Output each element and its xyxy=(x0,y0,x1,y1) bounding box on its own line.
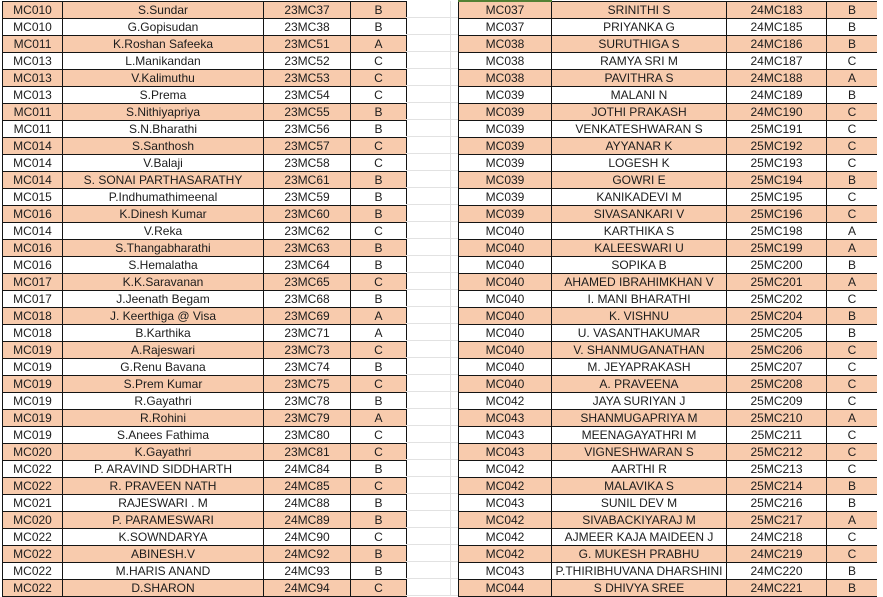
student-name-cell[interactable]: K. VISHNU xyxy=(552,308,727,325)
grade-cell[interactable]: B xyxy=(351,563,407,580)
grade-cell[interactable]: B xyxy=(351,495,407,512)
course-code-cell[interactable]: MC040 xyxy=(459,240,552,257)
course-code-cell[interactable]: MC014 xyxy=(3,172,63,189)
student-name-cell[interactable]: K.Gayathri xyxy=(63,444,264,461)
student-name-cell[interactable]: RAJESWARI . M xyxy=(63,495,264,512)
course-code-cell[interactable]: MC010 xyxy=(3,19,63,36)
register-number-cell[interactable]: 23MC64 xyxy=(264,257,351,274)
course-code-cell[interactable]: MC042 xyxy=(459,512,552,529)
grade-cell[interactable]: B xyxy=(827,87,878,104)
course-code-cell[interactable]: MC037 xyxy=(459,2,552,19)
course-code-cell[interactable]: MC042 xyxy=(459,393,552,410)
student-name-cell[interactable]: P.Indhumathimeenal xyxy=(63,189,264,206)
student-name-cell[interactable]: RAMYA SRI M xyxy=(552,53,727,70)
student-name-cell[interactable]: K.Dinesh Kumar xyxy=(63,206,264,223)
student-name-cell[interactable]: I. MANI BHARATHI xyxy=(552,291,727,308)
register-number-cell[interactable]: 24MC90 xyxy=(264,529,351,546)
grade-cell[interactable]: B xyxy=(351,2,407,19)
register-number-cell[interactable]: 23MC38 xyxy=(264,19,351,36)
register-number-cell[interactable]: 24MC219 xyxy=(727,546,827,563)
student-name-cell[interactable]: MALAVIKA S xyxy=(552,478,727,495)
grade-cell[interactable]: B xyxy=(351,512,407,529)
grade-cell[interactable]: B xyxy=(827,36,878,53)
register-number-cell[interactable]: 25MC201 xyxy=(727,274,827,291)
course-code-cell[interactable]: MC022 xyxy=(3,580,63,597)
course-code-cell[interactable]: MC044 xyxy=(459,580,552,597)
course-code-cell[interactable]: MC016 xyxy=(3,257,63,274)
register-number-cell[interactable]: 25MC217 xyxy=(727,512,827,529)
grade-cell[interactable]: B xyxy=(351,461,407,478)
student-name-cell[interactable]: KALEESWARI U xyxy=(552,240,727,257)
register-number-cell[interactable]: 23MC56 xyxy=(264,121,351,138)
student-name-cell[interactable]: S.Prema xyxy=(63,87,264,104)
register-number-cell[interactable]: 23MC71 xyxy=(264,325,351,342)
empty-gutter-column[interactable] xyxy=(406,1,458,596)
grade-cell[interactable]: A xyxy=(827,512,878,529)
course-code-cell[interactable]: MC043 xyxy=(459,427,552,444)
register-number-cell[interactable]: 24MC185 xyxy=(727,19,827,36)
register-number-cell[interactable]: 23MC53 xyxy=(264,70,351,87)
course-code-cell[interactable]: MC013 xyxy=(3,70,63,87)
student-name-cell[interactable]: S.Anees Fathima xyxy=(63,427,264,444)
register-number-cell[interactable]: 25MC212 xyxy=(727,444,827,461)
register-number-cell[interactable]: 23MC63 xyxy=(264,240,351,257)
student-name-cell[interactable]: G. MUKESH PRABHU xyxy=(552,546,727,563)
grade-cell[interactable]: A xyxy=(827,223,878,240)
student-name-cell[interactable]: L.Manikandan xyxy=(63,53,264,70)
grade-cell[interactable]: A xyxy=(351,36,407,53)
grade-cell[interactable]: C xyxy=(351,529,407,546)
student-name-cell[interactable]: S.N.Bharathi xyxy=(63,121,264,138)
course-code-cell[interactable]: MC039 xyxy=(459,155,552,172)
student-name-cell[interactable]: MALANI N xyxy=(552,87,727,104)
course-code-cell[interactable]: MC038 xyxy=(459,70,552,87)
register-number-cell[interactable]: 24MC189 xyxy=(727,87,827,104)
register-number-cell[interactable]: 23MC57 xyxy=(264,138,351,155)
left-grade-table xyxy=(2,1,407,597)
register-number-cell[interactable]: 23MC80 xyxy=(264,427,351,444)
student-name-cell[interactable]: S.Nithiyapriya xyxy=(63,104,264,121)
grade-cell[interactable]: C xyxy=(351,223,407,240)
student-name-cell[interactable]: PAVITHRA S xyxy=(552,70,727,87)
grade-cell[interactable]: B xyxy=(827,495,878,512)
course-code-cell[interactable]: MC020 xyxy=(3,444,63,461)
student-name-cell[interactable]: P. ARAVIND SIDDHARTH xyxy=(63,461,264,478)
student-name-cell[interactable]: J. Keerthiga @ Visa xyxy=(63,308,264,325)
student-name-cell[interactable]: PRIYANKA G xyxy=(552,19,727,36)
right-grade-table xyxy=(458,1,878,597)
grade-cell[interactable]: A xyxy=(827,274,878,291)
register-number-cell[interactable]: 24MC93 xyxy=(264,563,351,580)
course-code-cell[interactable]: MC043 xyxy=(459,495,552,512)
course-code-cell[interactable]: MC039 xyxy=(459,172,552,189)
student-name-cell[interactable]: S.Sundar xyxy=(63,2,264,19)
register-number-cell[interactable]: 23MC65 xyxy=(264,274,351,291)
grade-cell[interactable]: C xyxy=(351,87,407,104)
course-code-cell[interactable]: MC019 xyxy=(3,342,63,359)
course-code-cell[interactable]: MC043 xyxy=(459,563,552,580)
grade-cell[interactable]: B xyxy=(827,563,878,580)
student-name-cell[interactable]: R. PRAVEEN NATH xyxy=(63,478,264,495)
course-code-cell[interactable]: MC019 xyxy=(3,427,63,444)
grade-cell[interactable]: C xyxy=(827,121,878,138)
course-code-cell[interactable]: MC018 xyxy=(3,325,63,342)
grade-cell[interactable]: C xyxy=(827,393,878,410)
grade-cell[interactable]: C xyxy=(827,427,878,444)
student-name-cell[interactable]: AARTHI R xyxy=(552,461,727,478)
student-name-cell[interactable]: VENKATESHWARAN S xyxy=(552,121,727,138)
grade-cell[interactable]: B xyxy=(827,325,878,342)
register-number-cell[interactable]: 24MC92 xyxy=(264,546,351,563)
student-name-cell[interactable]: SHANMUGAPRIYA M xyxy=(552,410,727,427)
student-name-cell[interactable]: S.Hemalatha xyxy=(63,257,264,274)
register-number-cell[interactable]: 24MC85 xyxy=(264,478,351,495)
course-code-cell[interactable]: MC040 xyxy=(459,308,552,325)
student-name-cell[interactable]: AHAMED IBRAHIMKHAN V xyxy=(552,274,727,291)
student-name-cell[interactable]: JOTHI PRAKASH xyxy=(552,104,727,121)
student-name-cell[interactable]: LOGESH K xyxy=(552,155,727,172)
grade-cell[interactable]: C xyxy=(351,274,407,291)
course-code-cell[interactable]: MC040 xyxy=(459,291,552,308)
grade-cell[interactable]: B xyxy=(351,206,407,223)
grade-cell[interactable]: B xyxy=(827,308,878,325)
course-code-cell[interactable]: MC011 xyxy=(3,104,63,121)
student-name-cell[interactable]: ABINESH.V xyxy=(63,546,264,563)
register-number-cell[interactable]: 24MC190 xyxy=(727,104,827,121)
student-name-cell[interactable]: MEENAGAYATHRI M xyxy=(552,427,727,444)
course-code-cell[interactable]: MC039 xyxy=(459,121,552,138)
grade-cell[interactable]: A xyxy=(827,410,878,427)
student-name-cell[interactable]: SRINITHI S xyxy=(552,2,727,19)
register-number-cell[interactable]: 25MC199 xyxy=(727,240,827,257)
grade-cell[interactable]: C xyxy=(827,529,878,546)
course-code-cell[interactable]: MC014 xyxy=(3,155,63,172)
register-number-cell[interactable]: 24MC89 xyxy=(264,512,351,529)
register-number-cell[interactable]: 24MC183 xyxy=(727,2,827,19)
course-code-cell[interactable]: MC022 xyxy=(3,461,63,478)
course-code-cell[interactable]: MC038 xyxy=(459,53,552,70)
register-number-cell[interactable]: 25MC206 xyxy=(727,342,827,359)
register-number-cell[interactable]: 23MC62 xyxy=(264,223,351,240)
grade-cell[interactable]: C xyxy=(827,461,878,478)
grade-cell[interactable]: B xyxy=(351,19,407,36)
course-code-cell[interactable]: MC042 xyxy=(459,529,552,546)
student-name-cell[interactable]: R.Gayathri xyxy=(63,393,264,410)
course-code-cell[interactable]: MC022 xyxy=(3,563,63,580)
green-border-artifact xyxy=(458,0,552,2)
student-name-cell[interactable]: B.Karthika xyxy=(63,325,264,342)
register-number-cell[interactable]: 23MC52 xyxy=(264,53,351,70)
grade-cell[interactable]: C xyxy=(351,444,407,461)
register-number-cell[interactable]: 23MC59 xyxy=(264,189,351,206)
register-number-cell[interactable]: 23MC54 xyxy=(264,87,351,104)
grade-cell[interactable]: B xyxy=(351,359,407,376)
course-code-cell[interactable]: MC043 xyxy=(459,410,552,427)
grade-cell[interactable]: B xyxy=(827,580,878,597)
grade-cell[interactable]: C xyxy=(351,53,407,70)
register-number-cell[interactable]: 24MC94 xyxy=(264,580,351,597)
course-code-cell[interactable]: MC042 xyxy=(459,461,552,478)
register-number-cell[interactable]: 25MC193 xyxy=(727,155,827,172)
grade-cell[interactable]: B xyxy=(351,240,407,257)
course-code-cell[interactable]: MC018 xyxy=(3,308,63,325)
grade-cell[interactable]: B xyxy=(827,2,878,19)
grade-cell[interactable]: A xyxy=(351,410,407,427)
grade-cell[interactable]: C xyxy=(351,138,407,155)
register-number-cell[interactable]: 25MC195 xyxy=(727,189,827,206)
student-name-cell[interactable]: SIVASANKARI V xyxy=(552,206,727,223)
course-code-cell[interactable]: MC020 xyxy=(3,512,63,529)
student-name-cell[interactable]: KANIKADEVI M xyxy=(552,189,727,206)
course-code-cell[interactable]: MC022 xyxy=(3,478,63,495)
register-number-cell[interactable]: 24MC218 xyxy=(727,529,827,546)
register-number-cell[interactable]: 23MC78 xyxy=(264,393,351,410)
course-code-cell[interactable]: MC022 xyxy=(3,529,63,546)
student-name-cell[interactable]: V.Reka xyxy=(63,223,264,240)
register-number-cell[interactable]: 24MC88 xyxy=(264,495,351,512)
grade-cell[interactable]: B xyxy=(827,257,878,274)
register-number-cell[interactable]: 25MC200 xyxy=(727,257,827,274)
register-number-cell[interactable]: 25MC210 xyxy=(727,410,827,427)
grade-cell[interactable]: C xyxy=(351,376,407,393)
grade-cell[interactable]: C xyxy=(827,444,878,461)
student-name-cell[interactable]: K.SOWNDARYA xyxy=(63,529,264,546)
student-name-cell[interactable]: AJMEER KAJA MAIDEEN J xyxy=(552,529,727,546)
register-number-cell[interactable]: 25MC204 xyxy=(727,308,827,325)
course-code-cell[interactable]: MC019 xyxy=(3,393,63,410)
register-number-cell[interactable]: 23MC74 xyxy=(264,359,351,376)
register-number-cell[interactable]: 23MC51 xyxy=(264,36,351,53)
grade-cell[interactable]: C xyxy=(827,359,878,376)
grade-cell[interactable]: A xyxy=(351,325,407,342)
course-code-cell[interactable]: MC040 xyxy=(459,359,552,376)
register-number-cell[interactable]: 25MC209 xyxy=(727,393,827,410)
course-code-cell[interactable]: MC011 xyxy=(3,121,63,138)
grade-cell[interactable]: C xyxy=(351,342,407,359)
course-code-cell[interactable]: MC039 xyxy=(459,206,552,223)
student-name-cell[interactable]: K.K.Saravanan xyxy=(63,274,264,291)
course-code-cell[interactable]: MC019 xyxy=(3,376,63,393)
student-name-cell[interactable]: VIGNESHWARAN S xyxy=(552,444,727,461)
course-code-cell[interactable]: MC019 xyxy=(3,359,63,376)
student-name-cell[interactable]: P. PARAMESWARI xyxy=(63,512,264,529)
course-code-cell[interactable]: MC017 xyxy=(3,291,63,308)
grade-cell[interactable]: A xyxy=(351,308,407,325)
grade-cell[interactable]: C xyxy=(827,53,878,70)
register-number-cell[interactable]: 24MC187 xyxy=(727,53,827,70)
student-name-cell[interactable]: K.Roshan Safeeka xyxy=(63,36,264,53)
register-number-cell[interactable]: 24MC188 xyxy=(727,70,827,87)
grade-cell[interactable]: C xyxy=(827,291,878,308)
grade-cell[interactable]: B xyxy=(351,189,407,206)
register-number-cell[interactable]: 25MC213 xyxy=(727,461,827,478)
student-name-cell[interactable]: V. SHANMUGANATHAN xyxy=(552,342,727,359)
register-number-cell[interactable]: 23MC81 xyxy=(264,444,351,461)
grade-cell[interactable]: C xyxy=(827,342,878,359)
grade-cell[interactable]: C xyxy=(351,155,407,172)
grade-cell[interactable]: A xyxy=(827,70,878,87)
course-code-cell[interactable]: MC015 xyxy=(3,189,63,206)
student-name-cell[interactable]: M.HARIS ANAND xyxy=(63,563,264,580)
student-name-cell[interactable]: SOPIKA B xyxy=(552,257,727,274)
grade-cell[interactable]: B xyxy=(827,478,878,495)
register-number-cell[interactable]: 23MC37 xyxy=(264,2,351,19)
student-name-cell[interactable]: V.Balaji xyxy=(63,155,264,172)
student-name-cell[interactable]: GOWRI E xyxy=(552,172,727,189)
student-name-cell[interactable]: KARTHIKA S xyxy=(552,223,727,240)
grade-cell[interactable]: B xyxy=(351,121,407,138)
register-number-cell[interactable]: 24MC221 xyxy=(727,580,827,597)
register-number-cell[interactable]: 24MC84 xyxy=(264,461,351,478)
grade-cell[interactable]: C xyxy=(351,580,407,597)
course-code-cell[interactable]: MC019 xyxy=(3,410,63,427)
course-code-cell[interactable]: MC043 xyxy=(459,444,552,461)
register-number-cell[interactable]: 25MC205 xyxy=(727,325,827,342)
student-name-cell[interactable]: SUNIL DEV M xyxy=(552,495,727,512)
course-code-cell[interactable]: MC039 xyxy=(459,104,552,121)
student-name-cell[interactable]: JAYA SURIYAN J xyxy=(552,393,727,410)
register-number-cell[interactable]: 25MC202 xyxy=(727,291,827,308)
course-code-cell[interactable]: MC038 xyxy=(459,36,552,53)
register-number-cell[interactable]: 23MC60 xyxy=(264,206,351,223)
student-name-cell[interactable]: V.Kalimuthu xyxy=(63,70,264,87)
course-code-cell[interactable]: MC016 xyxy=(3,240,63,257)
student-name-cell[interactable]: S DHIVYA SREE xyxy=(552,580,727,597)
register-number-cell[interactable]: 23MC68 xyxy=(264,291,351,308)
course-code-cell[interactable]: MC014 xyxy=(3,223,63,240)
course-code-cell[interactable]: MC022 xyxy=(3,546,63,563)
grade-cell[interactable]: C xyxy=(827,376,878,393)
course-code-cell[interactable]: MC011 xyxy=(3,36,63,53)
grade-cell[interactable]: C xyxy=(351,70,407,87)
student-name-cell[interactable]: M. JEYAPRAKASH xyxy=(552,359,727,376)
grade-cell[interactable]: B xyxy=(351,104,407,121)
grade-cell[interactable]: B xyxy=(351,393,407,410)
grade-cell[interactable]: C xyxy=(827,206,878,223)
course-code-cell[interactable]: MC039 xyxy=(459,189,552,206)
course-code-cell[interactable]: MC013 xyxy=(3,53,63,70)
student-name-cell[interactable]: G.Renu Bavana xyxy=(63,359,264,376)
student-name-cell[interactable]: G.Gopisudan xyxy=(63,19,264,36)
grade-cell[interactable]: C xyxy=(827,189,878,206)
register-number-cell[interactable]: 25MC194 xyxy=(727,172,827,189)
student-name-cell[interactable]: S.Thangabharathi xyxy=(63,240,264,257)
register-number-cell[interactable]: 23MC79 xyxy=(264,410,351,427)
course-code-cell[interactable]: MC037 xyxy=(459,19,552,36)
course-code-cell[interactable]: MC042 xyxy=(459,478,552,495)
course-code-cell[interactable]: MC017 xyxy=(3,274,63,291)
grade-cell[interactable]: C xyxy=(827,138,878,155)
register-number-cell[interactable]: 25MC191 xyxy=(727,121,827,138)
student-name-cell[interactable]: D.SHARON xyxy=(63,580,264,597)
course-code-cell[interactable]: MC021 xyxy=(3,495,63,512)
register-number-cell[interactable]: 23MC73 xyxy=(264,342,351,359)
gutter-gridline xyxy=(450,1,451,596)
grade-cell[interactable]: C xyxy=(827,155,878,172)
register-number-cell[interactable]: 23MC69 xyxy=(264,308,351,325)
right-margin-sliver xyxy=(877,0,883,597)
course-code-cell[interactable]: MC039 xyxy=(459,87,552,104)
course-code-cell[interactable]: MC039 xyxy=(459,138,552,155)
grade-cell[interactable]: C xyxy=(827,104,878,121)
student-name-cell[interactable]: A. PRAVEENA xyxy=(552,376,727,393)
course-code-cell[interactable]: MC014 xyxy=(3,138,63,155)
register-number-cell[interactable]: 23MC55 xyxy=(264,104,351,121)
student-name-cell[interactable]: AYYANAR K xyxy=(552,138,727,155)
course-code-cell[interactable]: MC010 xyxy=(3,2,63,19)
grade-cell[interactable]: C xyxy=(351,478,407,495)
student-name-cell[interactable]: SIVABACKIYARAJ M xyxy=(552,512,727,529)
course-code-cell[interactable]: MC040 xyxy=(459,274,552,291)
course-code-cell[interactable]: MC040 xyxy=(459,223,552,240)
register-number-cell[interactable]: 23MC61 xyxy=(264,172,351,189)
register-number-cell[interactable]: 25MC196 xyxy=(727,206,827,223)
grade-cell[interactable]: B xyxy=(351,546,407,563)
register-number-cell[interactable]: 24MC186 xyxy=(727,36,827,53)
course-code-cell[interactable]: MC013 xyxy=(3,87,63,104)
register-number-cell[interactable]: 25MC198 xyxy=(727,223,827,240)
course-code-cell[interactable]: MC040 xyxy=(459,342,552,359)
register-number-cell[interactable]: 24MC220 xyxy=(727,563,827,580)
course-code-cell[interactable]: MC040 xyxy=(459,325,552,342)
grade-cell[interactable]: B xyxy=(351,257,407,274)
student-name-cell[interactable]: U. VASANTHAKUMAR xyxy=(552,325,727,342)
register-number-cell[interactable]: 25MC207 xyxy=(727,359,827,376)
register-number-cell[interactable]: 25MC208 xyxy=(727,376,827,393)
course-code-cell[interactable]: MC040 xyxy=(459,257,552,274)
grade-cell[interactable]: C xyxy=(351,427,407,444)
register-number-cell[interactable]: 25MC211 xyxy=(727,427,827,444)
student-name-cell[interactable]: SURUTHIGA S xyxy=(552,36,727,53)
grade-cell[interactable]: B xyxy=(351,291,407,308)
register-number-cell[interactable]: 25MC216 xyxy=(727,495,827,512)
grade-cell[interactable]: A xyxy=(827,240,878,257)
grade-cell[interactable]: B xyxy=(827,19,878,36)
course-code-cell[interactable]: MC016 xyxy=(3,206,63,223)
student-name-cell[interactable]: A.Rajeswari xyxy=(63,342,264,359)
grade-cell[interactable]: B xyxy=(351,172,407,189)
course-code-cell[interactable]: MC042 xyxy=(459,546,552,563)
register-number-cell[interactable]: 25MC214 xyxy=(727,478,827,495)
course-code-cell[interactable]: MC040 xyxy=(459,376,552,393)
register-number-cell[interactable]: 25MC192 xyxy=(727,138,827,155)
student-name-cell[interactable]: S.Prem Kumar xyxy=(63,376,264,393)
student-name-cell[interactable]: R.Rohini xyxy=(63,410,264,427)
grade-cell[interactable]: C xyxy=(827,546,878,563)
register-number-cell[interactable]: 23MC75 xyxy=(264,376,351,393)
grade-cell[interactable]: B xyxy=(827,172,878,189)
student-name-cell[interactable]: P.THIRIBHUVANA DHARSHINI xyxy=(552,563,727,580)
register-number-cell[interactable]: 23MC58 xyxy=(264,155,351,172)
student-name-cell[interactable]: J.Jeenath Begam xyxy=(63,291,264,308)
student-name-cell[interactable]: S. SONAI PARTHASARATHY xyxy=(63,172,264,189)
student-name-cell[interactable]: S.Santhosh xyxy=(63,138,264,155)
